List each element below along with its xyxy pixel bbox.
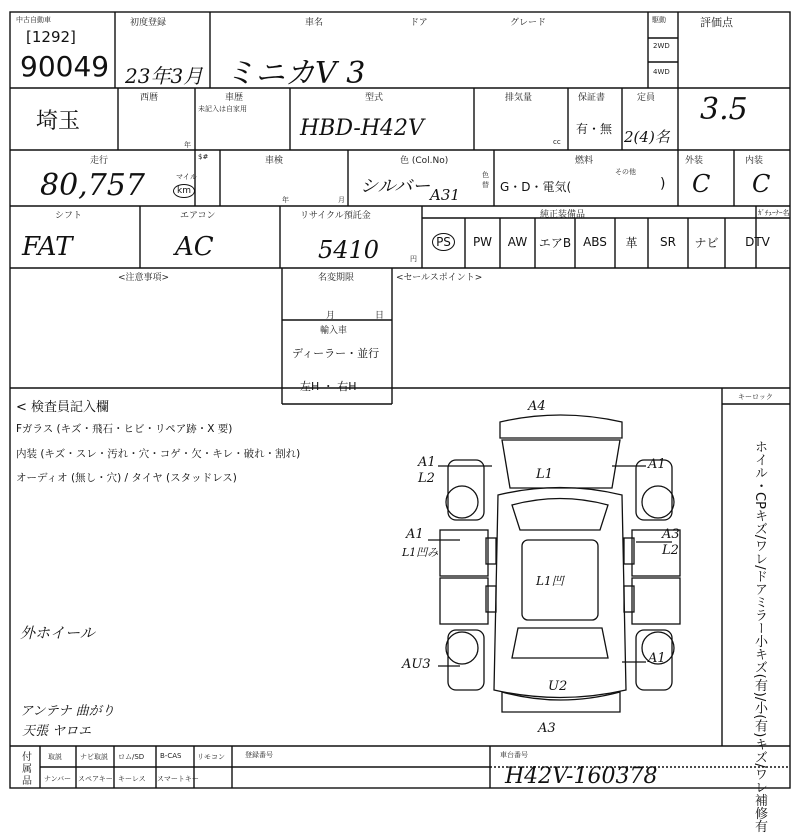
mark-left-rear: AU3 [402, 657, 431, 672]
year-unit: 年 [184, 141, 191, 149]
equip-pw: PW [472, 235, 493, 249]
tv-tuner-label: ｶﾞﾁｭｰﾅｰ名 [758, 209, 790, 217]
mile-label: マイル [176, 173, 197, 181]
mileage-label: 走行 [90, 156, 109, 166]
mileage-unit: km [173, 184, 195, 198]
first-reg-value: 23年3月 [125, 64, 204, 88]
expiry-label: 名変期限 [318, 273, 355, 283]
acc-manual: 取説 [48, 753, 62, 761]
registration-number-label: 登録番号 [245, 751, 273, 759]
region-value: 埼玉 [36, 109, 81, 134]
equip-navi: ナビ [694, 235, 719, 250]
lot-bracket: [1292] [26, 28, 76, 46]
expiry-month: 月 [326, 311, 336, 321]
displacement-label: 排気量 [505, 93, 533, 103]
handwritten-wheel: 外ホイール [20, 624, 95, 642]
capacity-value: 2(4)名 [624, 128, 670, 146]
acc-spare-key: スペアキー [78, 775, 113, 783]
ac-label: エアコン [180, 211, 216, 221]
car-name-value: ミニカV 3 [225, 56, 366, 91]
mileage-value: 80,757 [40, 168, 145, 203]
equipment-label: 純正装備品 [540, 210, 586, 220]
mark-front-l1: L1 [536, 467, 553, 482]
mark-left-door-l1: L1凹み [402, 546, 439, 559]
drive-label: 駆動 [652, 16, 666, 24]
history-label: 車歴 [225, 93, 244, 103]
keylock-label: キーロック [738, 393, 773, 401]
warranty-label: 保証書 [578, 93, 606, 103]
fuel-label: 燃料 [575, 156, 594, 166]
glass-line: Fガラス (キズ・飛石・ヒビ・リペア跡・X 要) [16, 423, 233, 435]
grade-label: グレード [510, 18, 547, 28]
mark-right-front-a1: A1 [648, 457, 666, 472]
equip-aw: AW [507, 235, 528, 249]
import-dealer: ディーラー・並行 [292, 347, 380, 360]
exterior-label: 外装 [685, 156, 704, 166]
inspector-title: < 検査員記入欄 [16, 400, 110, 415]
first-reg-label: 初度登録 [130, 18, 167, 28]
mark-left-front-a1: A1 [418, 455, 436, 470]
model-value: HBD-H42V [300, 116, 424, 141]
sharp-label: $# [198, 153, 209, 161]
interior-value: C [752, 170, 771, 198]
fuel-close-paren: ) [660, 176, 666, 192]
shaken-label: 車検 [265, 156, 284, 166]
color-change: 色替 [482, 171, 489, 189]
sales-point-label: <セールスポイント> [396, 273, 483, 283]
shift-label: シフト [55, 211, 83, 221]
fuel-other: その他 [615, 168, 636, 176]
model-label: 型式 [365, 93, 384, 103]
expiry-day: 日 [375, 311, 385, 321]
equip-ps: PS [422, 216, 465, 268]
lot-number: 90049 [20, 50, 110, 83]
fuel-value: G・D・電気( [500, 180, 572, 194]
handwritten-antenna: アンテナ 曲がり [20, 704, 115, 719]
equip-sr: SR [660, 235, 676, 249]
year-label: 西暦 [140, 93, 159, 103]
mark-right-door-a3: A3 [662, 527, 680, 542]
interior-line: 内装 (キズ・スレ・汚れ・穴・コゲ・欠・キレ・破れ・割れ) [16, 448, 301, 460]
drive-2wd: 2WD [653, 42, 670, 50]
association-label: 中古自動車 [16, 16, 51, 24]
acc-rom-sd: ロム/SD [118, 753, 145, 761]
equip-abs: ABS [583, 235, 607, 249]
accessory-label: 付属品 [22, 752, 32, 787]
chassis-value: H42V-160378 [505, 764, 658, 789]
recycle-unit: 円 [410, 255, 417, 263]
mark-front: A4 [528, 400, 546, 414]
mark-left-door-a1: A1 [406, 527, 424, 542]
color-label: 色 (Col.No) [400, 156, 449, 166]
score-value: 3.5 [700, 92, 748, 127]
shaken-month: 月 [338, 196, 345, 204]
color-code: A31 [430, 186, 460, 204]
mark-right-rear: A1 [648, 651, 666, 666]
mark-roof: L1凹 [536, 574, 564, 588]
color-value: シルバー [360, 176, 431, 197]
car-diagram [400, 400, 720, 745]
exterior-value: C [692, 170, 711, 198]
acc-keyless: キーレス [118, 775, 146, 783]
drive-4wd: 4WD [653, 68, 670, 76]
door-label: ドア [410, 18, 428, 28]
car-name-label: 車名 [305, 18, 324, 28]
handwritten-dent: 天張 ヤロエ [22, 724, 92, 739]
equip-airbag: エアB [538, 235, 572, 250]
warranty-value: 有・無 [576, 122, 613, 136]
interior-label: 内装 [745, 156, 764, 166]
mark-rear-u2: U2 [548, 679, 568, 694]
chassis-label: 車台番号 [500, 751, 528, 759]
mark-left-front-l2: L2 [418, 471, 435, 486]
import-handle: 左H ・ 右H [300, 380, 357, 393]
ac-value: AC [175, 232, 214, 262]
equip-dtv: DTV [745, 235, 770, 249]
import-label: 輸入車 [320, 326, 348, 336]
attention-label: <注意事項> [118, 273, 170, 283]
acc-bcas: B-CAS [160, 752, 182, 760]
side-vertical-text: ホイル・CPキズ/ワレ/ドアミラー小キズ(有)/小(有)キズ/ワレ補修有 [752, 440, 767, 833]
shaken-year: 年 [282, 196, 289, 204]
history-note: 未記入は自家用 [198, 105, 247, 113]
acc-smart-key: スマートキー [157, 775, 199, 783]
audio-line: オーディオ (無し・穴) / タイヤ (スタッドレス) [16, 472, 237, 484]
shift-value: FAT [22, 232, 73, 262]
recycle-value: 5410 [318, 236, 380, 264]
displacement-unit: cc [553, 138, 561, 146]
equip-leather: 革 [625, 235, 638, 250]
score-label: 評価点 [700, 16, 733, 29]
recycle-label: リサイクル預託金 [300, 211, 371, 221]
capacity-label: 定員 [637, 93, 656, 103]
acc-plate: ナンバー [44, 775, 72, 783]
mark-right-door-l2: L2 [662, 543, 679, 558]
mark-rear: A3 [538, 721, 556, 736]
acc-remote: リモコン [197, 753, 225, 761]
acc-navi-manual: ナビ取説 [80, 753, 108, 761]
